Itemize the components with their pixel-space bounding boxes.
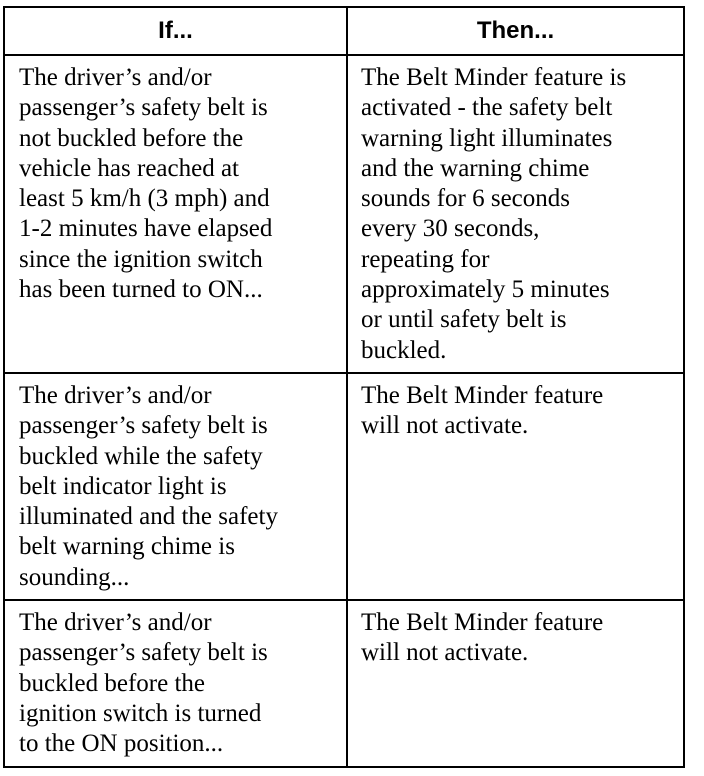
cell-line: sounding... <box>19 563 130 591</box>
table-row <box>4 55 684 373</box>
cell-line: 1-2 minutes have elapsed <box>19 215 273 243</box>
cell-line: The Belt Minder feature is <box>361 64 627 91</box>
then-cell <box>347 373 684 600</box>
cell-line: and the warning chime <box>361 154 590 182</box>
cell-line: will not activate. <box>361 639 529 667</box>
then-cell <box>347 600 684 766</box>
cell-line: The Belt Minder feature <box>361 609 604 637</box>
header-if: If... <box>4 7 347 55</box>
table-row <box>4 373 684 600</box>
table-row <box>4 600 684 766</box>
cell-line: will not activate. <box>361 412 529 440</box>
cell-line: sounds for 6 seconds <box>361 185 571 213</box>
if-cell <box>4 55 347 373</box>
cell-line: warning light illuminates <box>361 124 613 152</box>
cell-line: vehicle has reached at <box>19 154 240 182</box>
cell-line: passenger’s safety belt is <box>19 412 268 440</box>
cell-line: buckled before the <box>19 669 206 697</box>
header-then: Then... <box>347 7 684 55</box>
cell-line: activated - the safety belt <box>361 94 613 122</box>
cell-line: to the ON position... <box>19 730 224 758</box>
cell-line: illuminated and the safety <box>19 503 278 531</box>
cell-line: The driver’s and/or <box>19 609 212 637</box>
cell-line: ignition switch is turned <box>19 699 262 727</box>
cell-line: or until safety belt is <box>361 306 567 334</box>
cell-line: every 30 seconds, <box>361 215 540 243</box>
if-cell <box>4 373 347 600</box>
cell-line: The Belt Minder feature <box>361 381 604 409</box>
if-cell <box>4 600 347 766</box>
belt-minder-table <box>3 6 685 768</box>
cell-line: buckled while the safety <box>19 442 263 470</box>
cell-line: repeating for <box>361 245 490 273</box>
cell-line: The driver’s and/or <box>19 381 212 409</box>
cell-line: passenger’s safety belt is <box>19 639 268 667</box>
cell-line: belt indicator light is <box>19 472 227 500</box>
cell-line: since the ignition switch <box>19 245 263 273</box>
cell-line: The driver’s and/or <box>19 64 212 91</box>
cell-line: passenger’s safety belt is <box>19 94 268 122</box>
cell-line: has been turned to ON... <box>19 276 263 304</box>
cell-line: least 5 km/h (3 mph) and <box>19 185 270 213</box>
cell-line: not buckled before the <box>19 124 244 152</box>
header-row <box>4 7 684 55</box>
then-cell <box>347 55 684 373</box>
cell-line: buckled. <box>361 336 447 364</box>
cell-line: approximately 5 minutes <box>361 276 610 304</box>
cell-line: belt warning chime is <box>19 533 235 561</box>
